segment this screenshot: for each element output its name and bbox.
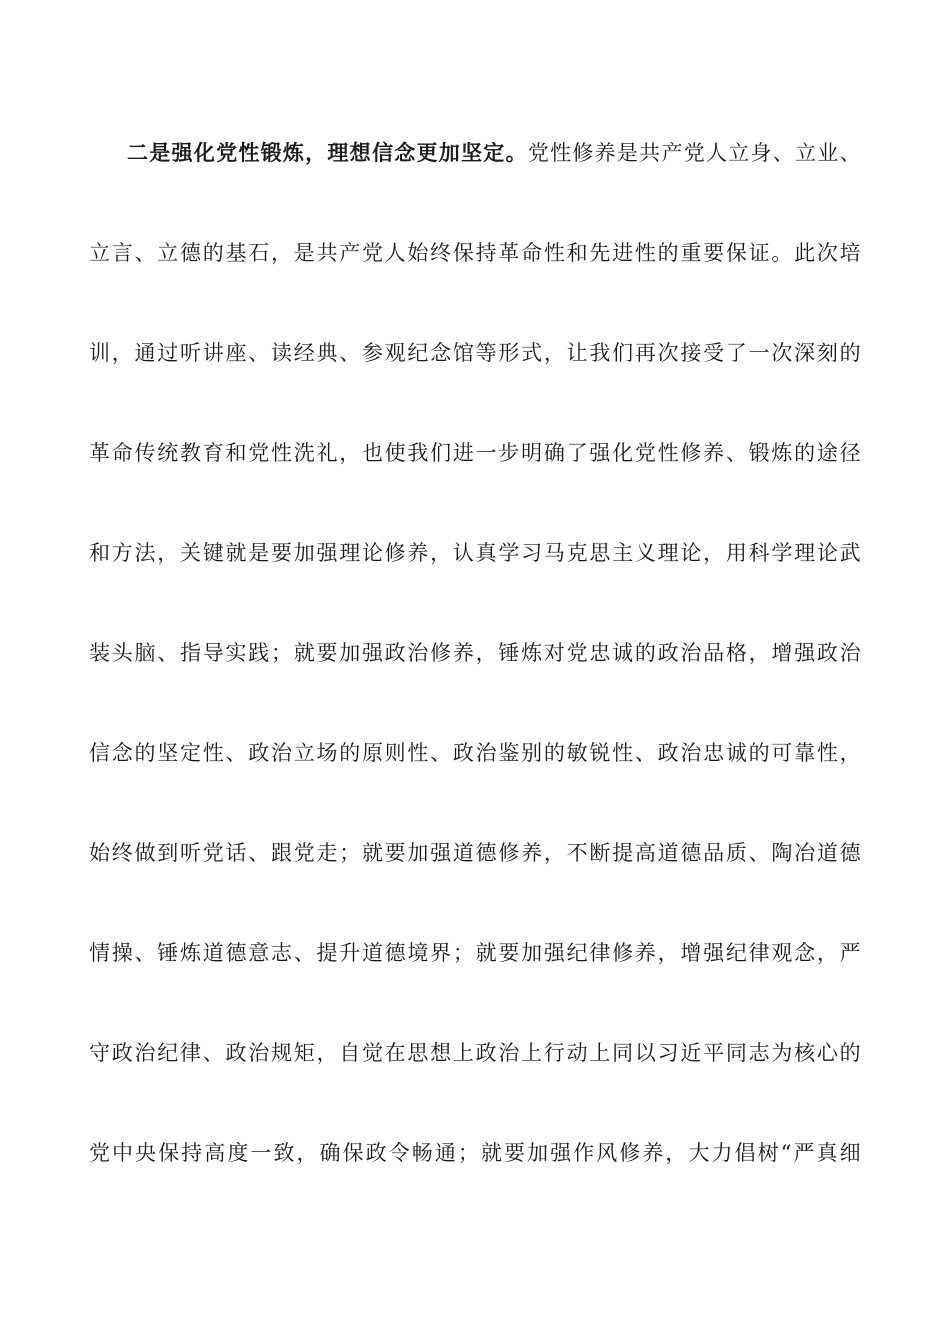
paragraph-line-9: 情操、锤炼道德意志、提升道德境界；就要加强纪律修养，增强纪律观念，严 <box>89 941 861 965</box>
paragraph-line-6: 装头脑、指导实践；就要加强政治修养，锤炼对党忠诚的政治品格，增强政治 <box>89 641 861 665</box>
paragraph-line-7: 信念的坚定性、政治立场的原则性、政治鉴别的敏锐性、政治忠诚的可靠性， <box>89 741 861 765</box>
paragraph-lead-heading: 二是强化党性锻炼，理想信念更加坚定。 <box>127 140 528 165</box>
paragraph-line-10: 守政治纪律、政治规矩，自觉在思想上政治上行动上同以习近平同志为核心的 <box>89 1041 861 1065</box>
paragraph-line-11: 党中央保持高度一致，确保政令畅通；就要加强作风修养，大力倡树“严真细 <box>89 1141 861 1165</box>
paragraph-line-2: 立言、立德的基石，是共产党人始终保持革命性和先进性的重要保证。此次培 <box>89 241 861 265</box>
paragraph-first-line-text: 党性修养是共产党人立身、立业、 <box>527 141 861 165</box>
paragraph-line-1 <box>127 138 861 168</box>
paragraph-line-3: 训，通过听讲座、读经典、参观纪念馆等形式，让我们再次接受了一次深刻的 <box>89 341 861 365</box>
paragraph-line-4: 革命传统教育和党性洗礼，也使我们进一步明确了强化党性修养、锻炼的途径 <box>89 441 861 465</box>
paragraph-line-5: 和方法，关键就是要加强理论修养，认真学习马克思主义理论，用科学理论武 <box>89 541 861 565</box>
paragraph-line-8: 始终做到听党话、跟党走；就要加强道德修养，不断提高道德品质、陶冶道德 <box>89 841 861 865</box>
